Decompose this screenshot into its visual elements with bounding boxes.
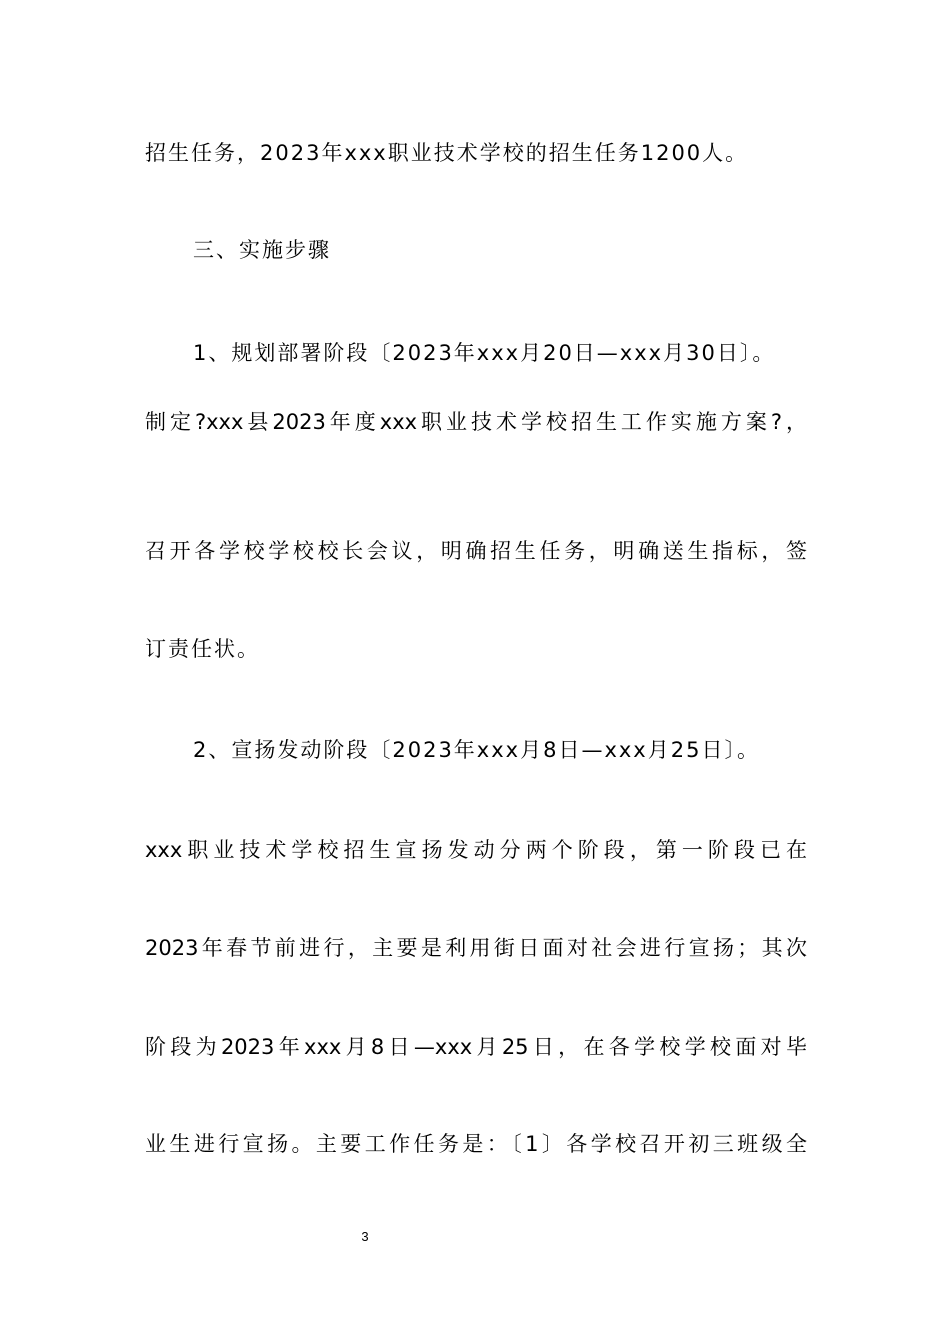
- text-line-4: 制定?xxx县2023年度xxx职业技术学校招生工作实施方案?，: [145, 410, 807, 434]
- text-line-6: 订责任状。: [145, 637, 260, 661]
- text-line-5: 召开各学校学校校长会议，明确招生任务，明确送生指标，签: [145, 539, 807, 563]
- text-line-8: xxx职业技术学校招生宣扬发动分两个阶段，第一阶段已在: [145, 838, 807, 862]
- section-heading: 三、实施步骤: [193, 238, 331, 262]
- text-line-1: 招生任务，2023年xxx职业技术学校的招生任务1200人。: [145, 141, 749, 165]
- text-line-11: 业生进行宣扬。主要工作任务是：〔1〕各学校召开初三班级全: [145, 1132, 807, 1156]
- step-2-heading: 2、宣扬发动阶段〔2023年xxx月8日—xxx月25日〕。: [193, 738, 760, 762]
- step-1-heading: 1、规划部署阶段〔2023年xxx月20日—xxx月30日〕。: [193, 341, 776, 365]
- text-line-9: 2023年春节前进行，主要是利用街日面对社会进行宣扬；其次: [145, 936, 807, 960]
- page-number: 3: [361, 1229, 369, 1244]
- text-line-10: 阶段为2023年xxx月8日—xxx月25日，在各学校学校面对毕: [145, 1035, 807, 1059]
